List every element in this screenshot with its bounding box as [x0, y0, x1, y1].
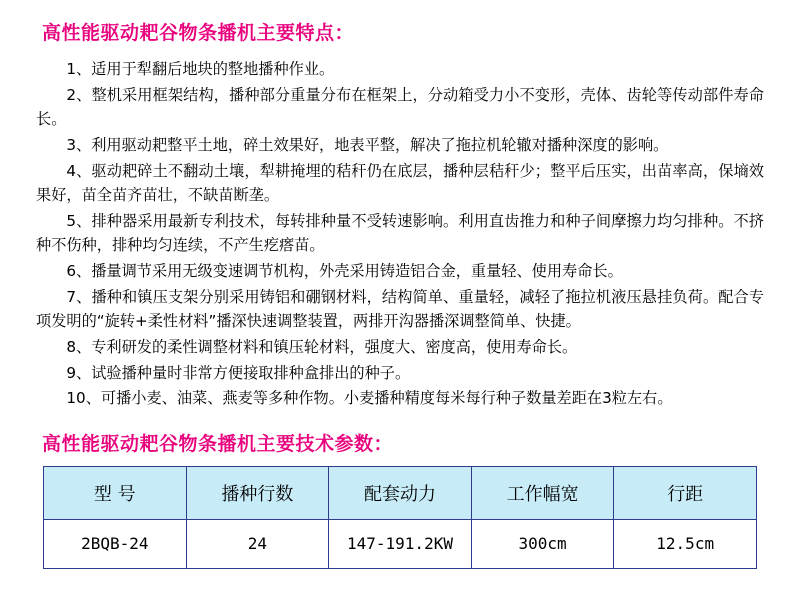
- table-row: [44, 519, 757, 568]
- table-header-cell: 型 号: [44, 466, 187, 519]
- feature-paragraph: 4、驱动耙碎土不翻动土壤，犁耕掩埋的秸秆仍在底层，播种层秸秆少；整平后压实，出苗率高，保墒效果好，苗全苗齐苗壮，不缺苗断垄。: [36, 161, 764, 205]
- spec-table: [43, 466, 757, 569]
- table-cell-width: 300cm: [471, 519, 614, 568]
- feature-paragraph: 8、专利研发的柔性调整材料和镇压轮材料，强度大、密度高，使用寿命长。: [66, 337, 578, 356]
- section-heading-specs: 高性能驱动耙谷物条播机主要技术参数：: [42, 432, 394, 455]
- feature-paragraph: 7、播种和镇压支架分别采用铸铝和硼钢材料，结构简单、重量轻，减轻了拖拉机液压悬挂负荷。配合专项发明的“旋转+柔性材料”播深快速调整装置，两排开沟器播深调整简单、快捷。: [36, 287, 764, 331]
- feature-paragraph: 2、整机采用框架结构，播种部分重量分布在框架上，分动箱受力小不变形，壳体、齿轮等传动部件寿命长。: [36, 85, 764, 129]
- features-list: [36, 57, 764, 411]
- table-header-cell: 工作幅宽: [471, 466, 614, 519]
- feature-paragraph: 9、试验播种量时非常方便接取排种盒排出的种子。: [66, 363, 411, 382]
- table-header-cell: 播种行数: [186, 466, 329, 519]
- feature-paragraph: 10、可播小麦、油菜、燕麦等多种作物。小麦播种精度每米每行种子数量差距在3粒左右。: [66, 389, 673, 408]
- table-header-cell: 行距: [614, 466, 757, 519]
- table-header-cell: 配套动力: [329, 466, 472, 519]
- table-header-row: [44, 466, 757, 519]
- feature-paragraph: 6、播量调节采用无级变速调节机构，外壳采用铸造铝合金，重量轻、使用寿命长。: [66, 262, 623, 280]
- table-cell-spacing: 12.5cm: [614, 519, 757, 568]
- spec-table-container: [30, 466, 770, 569]
- table-cell-rows: 24: [186, 519, 329, 568]
- feature-paragraph: 3、利用驱动耙整平土地，碎土效果好，地表平整，解决了拖拉机轮辙对播种深度的影响。: [66, 135, 669, 154]
- feature-paragraph: 1、适用于犁翻后地块的整地播种作业。: [66, 60, 335, 78]
- table-cell-model: 2BQB-24: [44, 519, 187, 568]
- section-heading-features: 高性能驱动耙谷物条播机主要特点：: [42, 22, 355, 44]
- feature-paragraph: 5、排种器采用最新专利技术，每转排种量不受转速影响。利用直齿推力和种子间摩擦力均匀排种。不挤种不伤种，排种均匀连续，不产生疙瘩苗。: [36, 211, 764, 255]
- table-cell-power: 147-191.2KW: [329, 519, 472, 568]
